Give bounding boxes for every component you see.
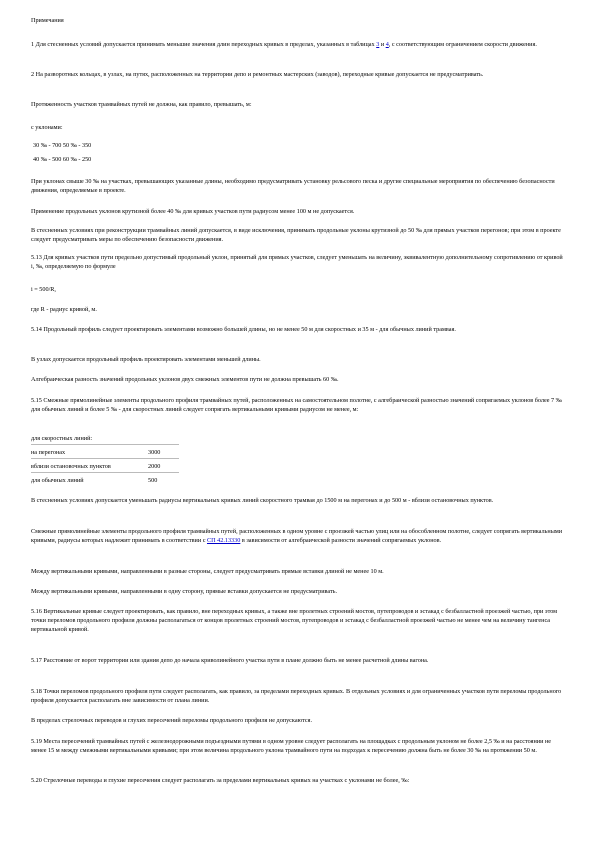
note-1-text-before: 1 Для стесненных условий допускается принимать меньшие значения длин переходных кривых в пределах, указанных в таблицах bbox=[31, 41, 377, 48]
climb-values-2: 40 ‰ - 500 60 ‰ - 250 bbox=[33, 156, 92, 163]
note-1-text-mid: и bbox=[379, 41, 386, 48]
radius-table-row-value: 500 bbox=[148, 477, 158, 484]
sp-42-13330-link[interactable]: СП 42.13330 bbox=[206, 537, 241, 544]
safety-paragraph: При уклонах свыше 30 ‰ на участках, превышающих указанные длины, необходимо предусматривать установку рельсового песка и другие специальные мероприятия по обеспечению безопасности движения, определяемые в проекте. bbox=[31, 178, 555, 194]
clause-5-14: 5.14 Продольный профиль следует проектировать элементами возможно большей длины, но не менее 50 м для скоростных и 35 м - для обычных линий трамвая. bbox=[31, 326, 456, 333]
clause-5-17: 5.17 Расстояние от ворот территории или здания депо до начала криволинейного участка пути в плане должно быть не менее расчетной длины вагона. bbox=[31, 657, 429, 664]
climbs-label: с уклонами: bbox=[31, 124, 63, 131]
radius-table-header: для скоростных линий: bbox=[31, 435, 93, 442]
formula: i = 500/R, bbox=[31, 286, 56, 293]
formula-where: где R - радиус кривой, м. bbox=[31, 306, 97, 313]
clause-5-15: 5.15 Смежные прямолинейные элементы продольного профиля трамвайных путей, расположенных на самостоятельном полотне, с алгебраической разностью значений сопрягаемых уклонов более 7 ‰ для обычных линий и более 5 ‰ - для скоростных линий следует сопрягать вертикальными кривыми радиусом не менее, м: bbox=[31, 397, 562, 413]
radius-table-row-value: 2000 bbox=[148, 463, 161, 470]
table-divider bbox=[31, 472, 179, 473]
table-divider bbox=[31, 458, 179, 459]
radius-table-row-value: 3000 bbox=[148, 449, 161, 456]
street-level-text-after: в зависимости от алгебраической разности значений сопрягаемых уклонов. bbox=[240, 537, 442, 544]
clause-5-15-reduced-radii: В стесненных условиях допускается уменьшать радиусы вертикальных кривых линий скоростного трамвая до 1500 м на перегонах и до 500 м - вблизи остановочных пунктов. bbox=[31, 497, 494, 504]
reconstruction-paragraph: В стесненных условиях при реконструкции трамвайных линий допускается, в виде исключения, принимать продольные уклоны крутизной до 50 ‰ для прямых участков перегонов; при этом в проекте следует предусматривать меры по обеспечению безопасности движения. bbox=[31, 227, 561, 243]
clause-5-14-difference: Алгебраическая разность значений продольных уклонов двух смежных элементов пути не должна превышать 60 ‰. bbox=[31, 376, 339, 383]
table-divider bbox=[31, 444, 179, 445]
note-2: 2 На разворотных кольцах, в узлах, на путях, расположенных на территории депо и ремонтных мастерских (заводов), переходные кривые допускается не предусматривать. bbox=[31, 71, 484, 78]
clause-5-15-same-direction: Между вертикальными кривыми, направленными в одну сторону, прямые вставки допускается не предусматривать. bbox=[31, 588, 338, 595]
clause-5-19: 5.19 Места пересечений трамвайных путей с железнодорожными подъездными путями в одном уровне следует располагать на площадках с продольным уклоном не более 2,5 ‰ и на расстоянии не менее 15 м между смежными вертикальными кривыми; при этом величина продольного уклона трамвайного пути на подходах к пересечению должна быть не более 30 ‰ на протяжении 50 м. bbox=[31, 738, 552, 754]
climb-values-1: 30 ‰ - 700 50 ‰ - 350 bbox=[33, 142, 92, 149]
clause-5-16: 5.16 Вертикальные кривые следует проектировать, как правило, вне переходных кривых, а также вне пролетных строений мостов, путепроводов и эстакад с безбалластной проезжей частью, при этом точки переломов продольного профиля должны располагаться от концов пролетных строений мостов, путепроводов и эстакад с безбалластной проезжей частью не менее чем на величину тангенса вертикальной кривой. bbox=[31, 608, 558, 633]
street-level-text-before: Смежные прямолинейные элементы продольного профиля трамвайных путей, расположенных в одном уровне с проезжей частью улиц или на обособленном полотне, следует сопрягать вертикальными кривыми, радиусы которых надлежит принимать в соответствии с bbox=[31, 528, 563, 544]
radius-table-row-label: для обычных линий bbox=[31, 477, 84, 484]
radius-table-row-label: вблизи остановочных пунктов bbox=[31, 463, 111, 470]
clause-5-15-opposite-curves: Между вертикальными кривыми, направленными в разные стороны, следует предусматривать прямые вставки длиной не менее 10 м. bbox=[31, 568, 384, 575]
notes-heading: Примечания bbox=[31, 17, 64, 24]
note-1-text-after: , с соответствующим ограничением скорости движения. bbox=[388, 41, 537, 48]
clause-5-20: 5.20 Стрелочные переводы и глухие пересечения следует располагать за пределами вертикальных кривых на участках с уклонами не более, ‰: bbox=[31, 777, 410, 784]
radius-table-row-label: на перегонах bbox=[31, 449, 66, 456]
length-paragraph: Протяженность участков трамвайных путей не должна, как правило, превышать, м: bbox=[31, 101, 252, 108]
clause-5-13: 5.13 Для кривых участков пути предельно допустимый продольный уклон, принятый для прямых участков, следует уменьшать на величину, эквивалентную дополнительному сопротивлению от кривой i, ‰, определяемую по формуле bbox=[31, 254, 563, 270]
clause-5-15-street-level bbox=[31, 527, 564, 545]
forbid-paragraph: Применение продольных уклонов крутизной более 40 ‰ для кривых участков пути радиусом менее 100 м не допускается. bbox=[31, 208, 355, 215]
table-4-link[interactable]: 4 bbox=[385, 41, 389, 48]
clause-5-14-nodes: В узлах допускается продольный профиль проектировать элементами меньшей длины. bbox=[31, 356, 261, 363]
clause-5-18: 5.18 Точки переломов продольного профиля пути следует располагать, как правило, за пределами переходных кривых. В отдельных условиях и для ограниченных участков пути переломы продольного профиля допускается располагать вне зависимости от плана линии. bbox=[31, 688, 562, 704]
note-1 bbox=[31, 40, 564, 49]
table-3-link[interactable]: 3 bbox=[376, 41, 380, 48]
clause-5-18-switches: В пределах стрелочных переводов и глухих пересечений переломы продольного профиля не допускаются. bbox=[31, 717, 313, 724]
